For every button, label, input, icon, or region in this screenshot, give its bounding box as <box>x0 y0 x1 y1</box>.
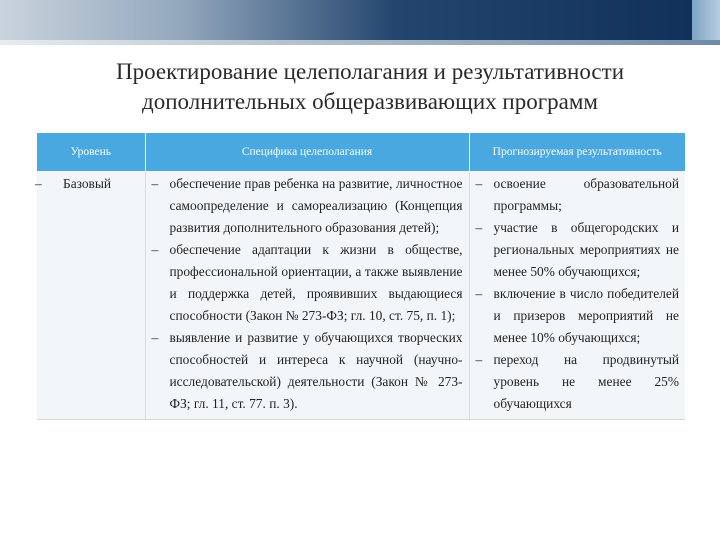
goals-cell <box>145 171 469 420</box>
level-item <box>35 173 139 195</box>
level-label: Базовый <box>63 176 112 191</box>
goal-item <box>152 173 463 239</box>
bullet-dash: – <box>475 176 483 191</box>
header-goals: Специфика целеполагания <box>145 133 469 171</box>
table-header-row <box>37 133 685 171</box>
goal-text: обеспечение адаптации к жизни в обществе, профессиональной ориентации, а также выявление и поддержка детей, проявивших выдающиеся способности (Закон № 273-ФЗ; гл. 10, ст. 75, п. 1); <box>169 242 463 323</box>
bullet-dash: – <box>475 220 483 235</box>
level-cell <box>37 171 145 420</box>
bullet-dash: – <box>151 330 159 345</box>
result-text: участие в общегородских и региональных мероприятиях не менее 50% обучающихся; <box>493 220 679 279</box>
results-cell <box>469 171 685 420</box>
header-level: Уровень <box>37 133 145 171</box>
result-item <box>476 349 680 415</box>
top-decorative-line <box>0 40 720 45</box>
bullet-dash: – <box>35 176 42 191</box>
bullet-dash: – <box>151 242 159 257</box>
result-text: включение в число победителей и призеров мероприятий не менее 10% обучающихся; <box>493 286 679 345</box>
slide-title <box>40 57 700 117</box>
result-text: переход на продвинутый уровень не менее 25% обучающихся <box>493 352 679 411</box>
specification-table <box>37 133 685 420</box>
result-item <box>476 173 680 217</box>
slide-title-line-1: Проектирование целеполагания и результативности <box>116 59 624 84</box>
goal-text: выявление и развитие у обучающихся творческих способностей и интереса к научной (научно- исследовательской) деятельности (Закон № 273-ФЗ; гл. 11, ст. 77. п. 3). <box>169 330 463 411</box>
goal-item <box>152 327 463 415</box>
bullet-dash: – <box>475 352 483 367</box>
result-item <box>476 217 680 283</box>
band-accent <box>692 0 720 40</box>
bullet-dash: – <box>151 176 159 191</box>
table-row <box>37 171 685 420</box>
result-item <box>476 283 680 349</box>
header-results: Прогнозируемая результативность <box>469 133 685 171</box>
top-decorative-band <box>0 0 720 40</box>
result-text: освоение образовательной программы; <box>493 176 679 213</box>
goal-text: обеспечение прав ребенка на развитие, личностное самоопределение и самореализацию (Концепция развития дополнительного образования детей); <box>169 176 463 235</box>
goal-item <box>152 239 463 327</box>
bullet-dash: – <box>475 286 483 301</box>
slide-title-line-2: дополнительных общеразвивающих программ <box>142 89 598 114</box>
